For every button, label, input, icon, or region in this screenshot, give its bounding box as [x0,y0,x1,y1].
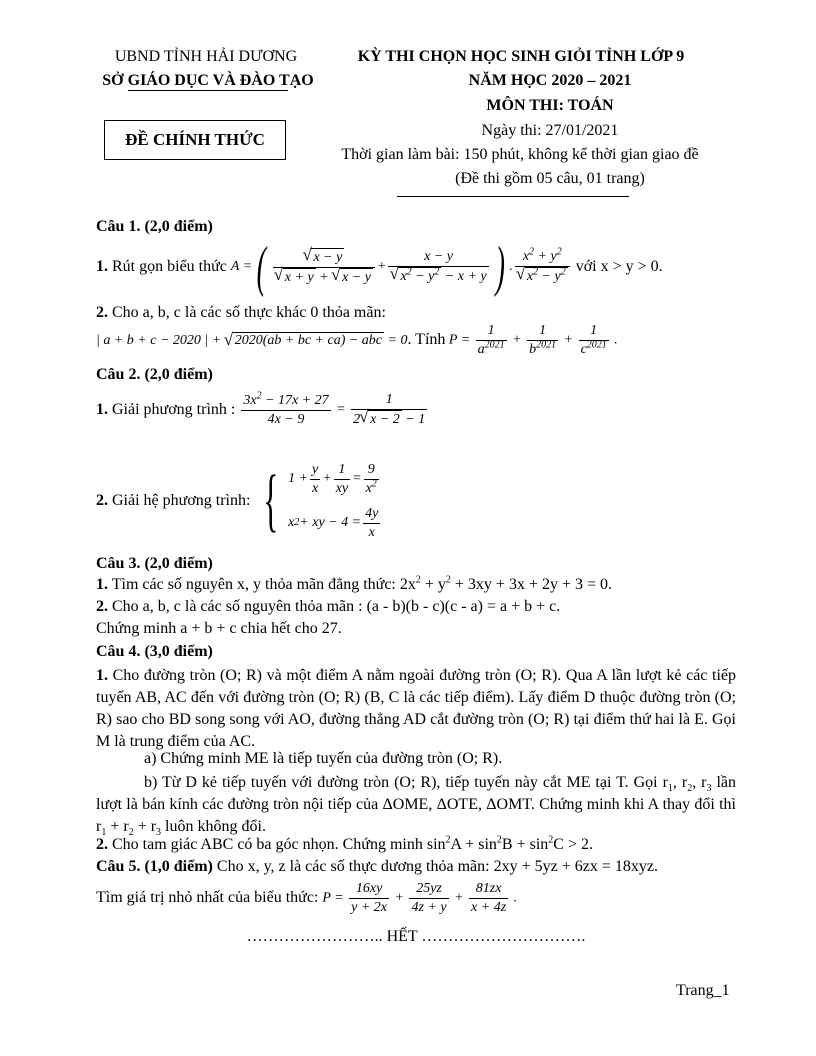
q2-part1: 1. Giải phương trình : $\frac{3x^2 - 17x + 27}{4x - 9}$ = $\frac{1}{2√ x - 2 - 1}$ [96,390,429,430]
q3-p1-text-c: + 3xy + 3x + 2y + 3 = 0. [450,576,613,593]
system-brace: { [263,462,279,539]
q2-p1-text: Giải phương trình : [112,401,236,418]
exam-date: Ngày thi: 27/01/2021 [481,122,619,139]
q5-heading: Câu 5. (1,0 điểm) [96,858,213,875]
q4-part-b: b) Từ D kẻ tiếp tuyến với đường tròn (O; R), tiếp tuyến này cắt ME tại T. Gọi $r_1$, $r_2$, $r_3$ lần lượt là bán kính các đường tròn nội tiếp của ΔOME, ΔOTE, ΔOMT. Chứng minh khi A thay đổi thì $r_1 + r_2 + r_3$ luôn không đổi. [96,774,737,839]
q4-pb-3: , r [692,774,707,791]
q1-p2-text: Cho a, b, c là các số thực khác 0 thỏa mãn: [112,304,386,321]
q1-p2-number: 2. [96,304,108,321]
q3-p1-text-a: Tìm các số nguyên x, y thỏa mãn đẳng thức: 2x [111,576,416,593]
q2-p1-number: 1. [96,401,108,418]
q4-part1 [96,665,736,753]
page-footer: Trang_1 [676,982,730,999]
q4-heading: Câu 4. (3,0 điểm) [96,643,213,660]
page-note: (Đề thi gồm 05 câu, 01 trang) [455,170,645,187]
right-paren: ) [495,236,505,298]
q3-heading: Câu 3. (2,0 điểm) [96,555,213,572]
q4-p2-text-c: B + sin [501,836,549,853]
q4-pb-7: luôn không đổi. [161,818,266,835]
q1-part1 [96,236,663,298]
q4-p2-number: 2. [96,836,108,853]
q4-p1-text: Cho đường tròn (O; R) và một điểm A nằm ngoài đường tròn (O; R). Qua A lần lượt kẻ các tiếp tuyến AB, AC đến với đường tròn (O; R) (B, C là các tiếp điểm). Lấy điểm D thuộc đường tròn (O; R) sao cho BD song song với AO, đường thẳng AD cắt đường tròn (O; R) tại điểm thứ hai là E. Gọi M là trung điểm của AC. [96,667,737,750]
end-marker: …………………….. HẾT …………………………. [246,928,586,945]
q3-p2-number: 2. [96,598,108,615]
q1-formula: A = ( √ x − y √ x + y + √ x − y + x − y √ $x^2 - y^2 - x + y$ ) . $x^2 + y^2$ √ $x^2 - y^2$ [231,239,572,295]
exam-title: KỲ THI CHỌN HỌC SINH GIỎI TỈNH LỚP 9 [357,48,685,65]
q1-p1-text: Rút gọn biểu thức [112,258,227,275]
q4-part-a: a) Chứng minh ME là tiếp tuyến của đường tròn (O; R). [144,750,503,767]
q2-heading: Câu 2. (2,0 điểm) [96,366,213,383]
q2-p2-number: 2. [96,492,108,509]
department-name: SỞ GIÁO DỤC VÀ ĐÀO TẠO [102,72,314,89]
q4-pb-5: + r [106,818,129,835]
q3-p2-text: Cho a, b, c là các số nguyên thỏa mãn : (a - b)(b - c)(c - a) = a + b + c. [112,598,561,615]
time-allowed: Thời gian làm bài: 150 phút, không kể thời gian giao đề [341,146,699,163]
q1-p1-number: 1. [96,258,108,275]
q1-p1-condition: với x > y > 0. [575,258,663,275]
q4-pb-6: + r [133,818,157,835]
q3-part2-line2: Chứng minh a + b + c chia hết cho 27. [96,620,342,637]
q1-p2-tinh: . Tính [407,331,446,348]
q5-line1 [96,858,658,876]
q4-part2: 2. Cho tam giác ABC có ba góc nhọn. Chứng minh $\sin^2A + \sin^2B + \sin^2C > 2$. [96,834,593,853]
official-stamp-box [104,120,286,160]
q3-part1: 1. Tìm các số nguyên x, y thỏa mãn đẳng thức: $2x^2 + y^2 + 3xy + 3x + 2y + 3 = 0$. [96,574,613,593]
school-year: NĂM HỌC 2020 – 2021 [468,72,632,89]
q4-pb-4: lần lượt là bán kính các đường tròn nội tiếp của ΔOME, ΔOTE, ΔOMT. Chứng minh khi A thay đổi thì r [96,774,737,835]
left-paren: ( [256,236,267,298]
header-underline [128,90,288,91]
q4-p1-number: 1. [96,667,108,684]
agency-name: UBND TỈNH HẢI DƯƠNG [114,48,298,65]
q1-part2 [96,304,386,322]
subject: MÔN THI: TOÁN [486,97,614,114]
q2-part2: 2. Giải hệ phương trình: { 1 + $\frac{y}{x}$ + $\frac{1}{xy}$ = $\frac{9}{x^2}$ x 2 + xy − 4 = $\frac{4y}{x}$ [96,461,379,540]
q4-p2-text-b: A + sin [450,836,497,853]
q5-line2: Tìm giá trị nhỏ nhất của biểu thức: P = $\frac{16xy}{y + 2x}$ + $\frac{25yz}{4z + y}$ + $\frac{81zx}{x + 4z}$ . [96,880,518,915]
official-label: ĐỀ CHÍNH THỨC [125,130,265,149]
q3-part2 [96,598,560,616]
q3-p1-number: 1. [96,576,108,593]
q4-pb-1: b) Từ D kẻ tiếp tuyến với đường tròn (O; R), tiếp tuyến này cắt ME tại T. Gọi r [144,774,668,791]
q4-pb-2: , r [672,774,688,791]
header-divider [397,196,629,197]
q1-heading: Câu 1. (2,0 điểm) [96,218,213,235]
q3-p1-text-b: + y [420,576,446,593]
q5-line2-text: Tìm giá trị nhỏ nhất của biểu thức: [96,889,319,906]
q4-p2-text-a: Cho tam giác ABC có ba góc nhọn. Chứng minh sin [112,836,446,853]
q1-p2-formula: | a + b + c − 2020 | + √ 2020(ab + bc + ca) − abc = 0 . Tính P = $\frac{1}{a^{2021}}$ + $\frac{1}{b^{2021}}$ + $\frac{1}{c^{2021}}$ . [96,322,618,358]
q5-text: Cho x, y, z là các số thực dương thỏa mãn: 2xy + 5yz + 6zx = 18xyz. [212,858,658,875]
q4-p2-text-d: C > 2. [553,836,593,853]
q2-p2-text: Giải hệ phương trình: [112,492,251,509]
